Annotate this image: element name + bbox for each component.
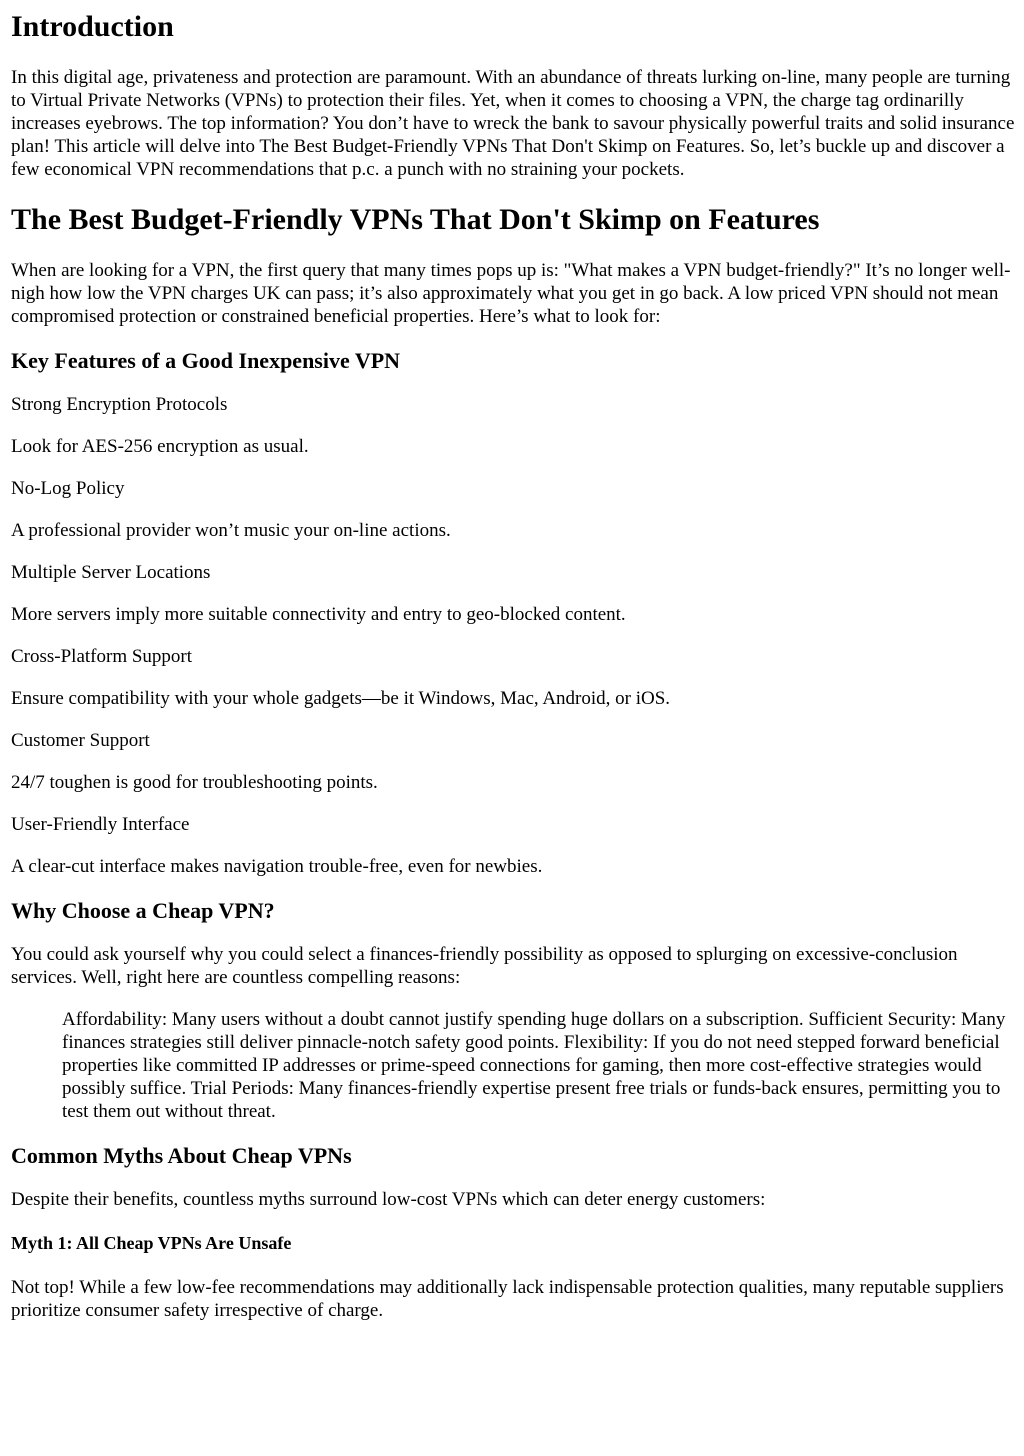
feature-title: No-Log Policy <box>11 478 125 499</box>
main-paragraph: When are looking for a VPN, the first query that many times pops up is: "What makes a VPN budget-friendly?" It’s no longer well-nigh how low the VPN charges UK can pass; it’s also approximately what you get in go back. A low priced VPN should not mean compromised protection or constrained beneficial properties. Here’s what to look for: <box>11 260 1011 327</box>
why-cheap-paragraph: You could ask yourself why you could select a finances-friendly possibility as opposed to splurging on excessive-conclusion services. Well, right here are countless compelling reasons: <box>11 944 958 988</box>
intro-paragraph: In this digital age, privateness and protection are paramount. With an abundance of threats lurking on-line, many people are turning to Virtual Private Networks (VPNs) to protection their files. Yet, when it comes to choosing a VPN, the charge tag ordinarilly increases eyebrows. The top information? You don’t have to wreck the bank to savour physically powerful traits and solid insurance plan! This article will delve into The Best Budget-Friendly VPNs That Don't Skimp on Features. So, let’s buckle up and discover a few economical VPN recommendations that p.c. a punch with no straining your pockets. <box>11 67 1015 180</box>
feature-description: Ensure compatibility with your whole gadgets—be it Windows, Mac, Android, or iOS. <box>11 688 671 709</box>
feature-description: A clear-cut interface makes navigation trouble-free, even for newbies. <box>11 856 543 877</box>
feature-title: Customer Support <box>11 730 150 751</box>
reasons-blockquote: Affordability: Many users without a doubt cannot justify spending huge dollars on a subscription. Sufficient Security: Many finances strategies still deliver pinnacle-notch safety good points. Flexibility: If you do not need stepped forward beneficial properties like committed IP addresses or prime-speed connections for gaming, then more cost-effective strategies would possibly suffice. Trial Periods: Many finances-friendly expertise present free trials or funds-back ensures, permitting you to test them out without threat. <box>62 1009 1006 1122</box>
why-cheap-heading: Why Choose a Cheap VPN? <box>11 898 275 923</box>
feature-description: Look for AES-256 encryption as usual. <box>11 436 309 457</box>
myths-paragraph: Despite their benefits, countless myths surround low-cost VPNs which can deter energy customers: <box>11 1189 766 1210</box>
feature-title: User-Friendly Interface <box>11 814 190 835</box>
myths-heading: Common Myths About Cheap VPNs <box>11 1143 352 1168</box>
feature-title: Cross-Platform Support <box>11 646 193 667</box>
article <box>0 10 1024 1322</box>
feature-description: A professional provider won’t music your on-line actions. <box>11 520 451 541</box>
key-features-heading: Key Features of a Good Inexpensive VPN <box>11 348 401 373</box>
intro-heading: Introduction <box>11 10 174 43</box>
feature-description: More servers imply more suitable connectivity and entry to geo-blocked content. <box>11 604 626 625</box>
myth1-heading: Myth 1: All Cheap VPNs Are Unsafe <box>11 1233 292 1253</box>
feature-title: Strong Encryption Protocols <box>11 394 228 415</box>
myth1-paragraph: Not top! While a few low-fee recommendations may additionally lack indispensable protection qualities, many reputable suppliers prioritize consumer safety irrespective of charge. <box>11 1277 1004 1321</box>
main-heading: The Best Budget-Friendly VPNs That Don't Skimp on Features <box>11 203 820 236</box>
feature-description: 24/7 toughen is good for troubleshooting points. <box>11 772 378 793</box>
feature-title: Multiple Server Locations <box>11 562 211 583</box>
